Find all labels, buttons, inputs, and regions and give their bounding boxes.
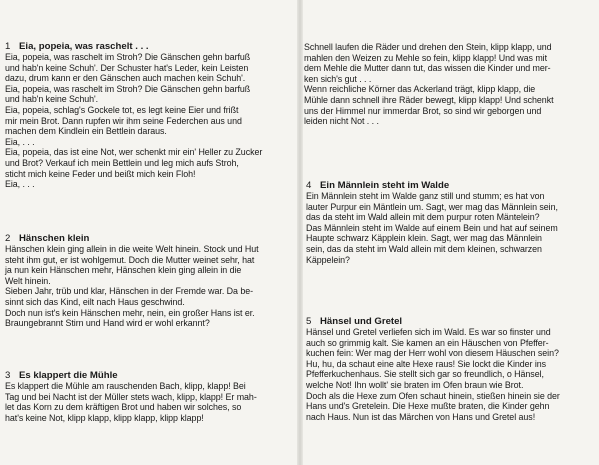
lyric-line: hat's keine Not, klipp klapp, klipp klapp, klipp klapp! (5, 412, 204, 423)
song-title: Ein Männlein steht im Walde (320, 180, 450, 191)
song-number: 1 (5, 41, 11, 52)
lyric-line: das da steht im Wald allein mit dem purpur roten Mäntelein? (306, 212, 540, 223)
lyric-line: sinnt sich das Kind, eilt nach Haus geschwind. (5, 296, 185, 307)
lyric-line: welche Not! Ihn wollt' sie braten im Ofen braun wie Brot. (306, 379, 524, 390)
song-haensel-und-gretel (306, 316, 560, 422)
song-eia-popeia (5, 41, 262, 190)
lyric-line: Es klappert die Mühle am rauschenden Bach, klipp, klapp! Bei (5, 381, 246, 391)
lyric-line: Eia, popeia, das ist eine Not, wer schenkt mir ein' Heller zu Zucker (5, 147, 263, 158)
lyric-line: machen dem Kindlein ein Bettlein daraus. (5, 126, 167, 137)
song-number: 3 (5, 370, 11, 381)
lyric-line: mahlen den Weizen zu Mehle so fein, klipp klapp! Und was mit (304, 52, 547, 63)
lyric-line: uns der Himmel nur immerdar Brot, so sind wir geborgen und (304, 105, 542, 116)
lyric-line: und hab'n keine Schuh'. Der Schuster hat's Leder, kein Leisten (5, 62, 249, 73)
song-es-klappert-die-muehle (5, 370, 257, 423)
song-heading (5, 370, 257, 381)
lyric-line: Eia, popeia, was raschelt im Stroh? Die Gänschen gehn barfuß (5, 52, 251, 62)
lyric-line: Wenn reichliche Körner das Ackerland trägt, klipp klapp, die (304, 84, 536, 95)
song-heading (306, 316, 560, 327)
lyric-line: Sieben Jahr, trüb und klar, Hänschen in der Fremde war. Da be- (5, 286, 253, 297)
song-title: Eia, popeia, was raschelt . . . (19, 41, 149, 52)
lyric-line: dem Mehle die Mutter dann tut, das wissen die Kinder und mer- (304, 63, 551, 74)
lyric-line: let das Korn zu dem kräftigen Brot und haben wir solches, so (5, 402, 242, 413)
song-heading (5, 41, 262, 52)
song-ein-maennlein-steht-im-walde (306, 180, 558, 265)
lyric-line: Das Männlein steht im Walde auf einem Bein und hat auf seinem (306, 222, 558, 233)
lyric-line: mir mein Brot. Dann rupfen wir ihm seine Federchen aus und (5, 115, 242, 126)
lyric-line: Ein Männlein steht im Walde ganz still und stumm; es hat von (306, 191, 545, 201)
song-lyrics (304, 42, 554, 127)
lyric-line: Hans und's Gretelein. Die Hexe mußte braten, die Kinder gehn (306, 401, 550, 412)
lyric-line: und hab'n keine Schuh'. (5, 94, 99, 105)
lyric-line: Schnell laufen die Räder und drehen den Stein, klipp klapp, und (304, 42, 552, 52)
lyric-line: Doch nun ist's kein Hänschen mehr, nein, ein großer Hans ist er. (5, 307, 255, 318)
lyric-line: lauter Purpur ein Mäntlein um. Sagt, wer mag das Männlein sein, (306, 201, 558, 212)
lyric-line: auch so grimmig kalt. Sie kamen an ein Häuschen von Pfeffer- (306, 337, 549, 348)
song-heading (5, 233, 259, 244)
lyric-line: kuchen fein: Wer mag der Herr wohl von diesem Häuschen sein? (306, 348, 559, 359)
song-es-klappert-die-muehle-continued (304, 42, 554, 127)
lyric-line: Tag und bei Nacht ist der Müller stets wach, klipp, klapp! Er mah- (5, 391, 257, 402)
lyric-line: und Brot? Verkauf ich mein Bettlein und leg mich aufs Stroh, (5, 157, 239, 168)
song-number: 4 (306, 180, 312, 191)
lyric-line: ken sich's gut . . . (304, 73, 372, 84)
lyric-line: Mühle dann schnell ihre Räder bewegt, klipp klapp! Und schenkt (304, 94, 554, 105)
lyric-line: Eia, popeia, was raschelt im Stroh? Die Gänschen gehn barfuß (5, 83, 251, 94)
song-heading (306, 180, 558, 191)
right-page (303, 0, 599, 465)
lyric-line: Pfefferkuchenhaus. Sie stellt sich gar so freundlich, o Hänsel, (306, 369, 544, 380)
lyric-line: Eia, . . . (5, 136, 35, 147)
song-lyrics (306, 191, 558, 265)
lyric-line: nach Haus. Nun ist das Märchen von Hans und Gretel aus! (306, 411, 536, 422)
lyric-line: sein, das da steht im Wald allein mit dem kleinen, schwarzen (306, 243, 542, 254)
lyric-line: Hänschen klein ging allein in die weite Welt hinein. Stock und Hut (5, 244, 259, 254)
lyric-line: Eia, . . . (5, 179, 35, 190)
song-lyrics (306, 327, 560, 422)
lyric-line: steht ihm gut, er ist wohlgemut. Doch die Mutter weinet sehr, hat (5, 254, 255, 265)
song-number: 2 (5, 233, 11, 244)
song-lyrics (5, 381, 257, 423)
song-title: Es klappert die Mühle (19, 370, 118, 381)
song-lyrics (5, 52, 262, 190)
lyric-line: Doch als die Hexe zum Ofen schaut hinein, stießen hinein sie der (306, 390, 560, 401)
left-page (0, 0, 297, 465)
song-haenschen-klein (5, 233, 259, 329)
lyric-line: Hänsel und Gretel verliefen sich im Wald. Es war so finster und (306, 327, 551, 337)
lyric-line: Käppelein? (306, 254, 350, 265)
lyric-line: leiden nicht Not . . . (304, 116, 379, 127)
lyric-line: ja nun kein Hänschen mehr, Hänschen klein ging allein in die (5, 265, 242, 276)
lyric-line: dazu, drum kann er den Gänschen auch machen kein Schuh'. (5, 73, 246, 84)
song-number: 5 (306, 316, 312, 327)
lyric-line: Hu, hu, da schaut eine alte Hexe raus! Sie lockt die Kinder ins (306, 358, 547, 369)
song-title: Hänsel und Gretel (320, 316, 403, 327)
lyric-line: sticht mich keine Feder und beißt mich kein Floh! (5, 168, 196, 179)
song-title: Hänschen klein (19, 233, 90, 244)
lyric-line: Haupte schwarz Käpplein klein. Sagt, wer mag das Männlein (306, 233, 542, 244)
lyric-line: Braungebrannt Stirn und Hand wird er wohl erkannt? (5, 318, 210, 329)
song-lyrics (5, 244, 259, 329)
lyric-line: Eia, popeia, schlag's Gockele tot, es legt keine Eier und frißt (5, 104, 239, 115)
lyric-line: Welt hinein. (5, 275, 51, 286)
